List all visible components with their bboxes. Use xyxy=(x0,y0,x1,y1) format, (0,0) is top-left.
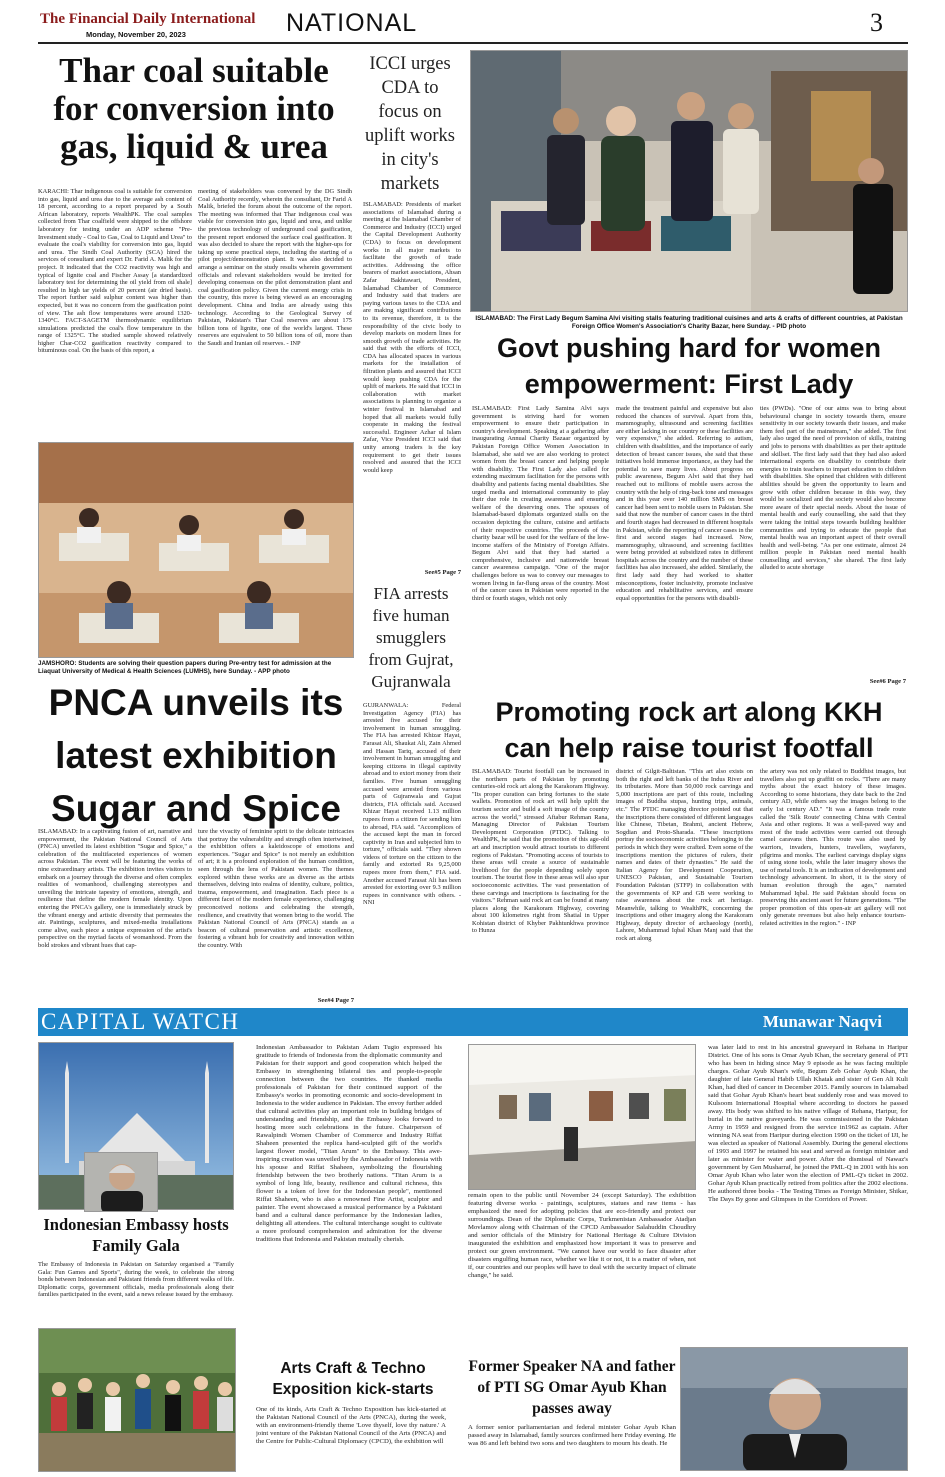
exhibition-hall-illustration xyxy=(469,1045,696,1190)
jamshoro-photo-illustration xyxy=(39,443,354,658)
pnca-col-1: ISLAMABAD: In a captivating fusion of art, narrative and empowerment, the Pakistan National Council of Arts (PNCA) unveiled its latest exhibition "Sugar and Spice," a celebration of the multifaceted experiences of women across Pakistan. The event will be featuring the works of nine extraordinary artists. The exhibition invites visitors to embark on a journey through the diverse and often complex realities of womanhood, challenging stereotypes and unveiling the intricate tapestry of emotions, strength, and resilience that define the modern female identity. Upon entering the PNCA's gallery, one is immediately struck by the vibrant energy and artistic diversity that permeates the air. Paintings, sculptures, and mixed-media installations come alive, each piece a unique expression of the artist's perspective on the myriad facets of womanhood. From the bold strokes and vibrant hues that cap- xyxy=(38,828,192,949)
headline-thar-coal: Thar coal suitable for conversion into gas, liquid & urea xyxy=(53,51,335,166)
pnca-continued: See#4 Page 7 xyxy=(317,997,354,1004)
photo-first-lady xyxy=(470,50,908,312)
masthead-rule xyxy=(38,42,908,44)
gohar-ayub-portrait-illustration xyxy=(681,1348,908,1471)
photo-gohar-ayub-khan xyxy=(680,1347,908,1471)
icci-continued: See#5 Page 7 xyxy=(424,569,461,576)
arts-body: One of its kinds, Arts Craft & Techno Exposition has kick-started at the Pakistan National Council of the Arts (PNCA), during the week, with an environment-friendly theme 'Love thyself, love thy nature.' A joint venture of the Pakistan National Council of the Arts (PNCA) and the Centre for Public-Cultural Diplomacy (CPCD), the exhibition will xyxy=(256,1406,446,1445)
ayub-col: was later laid to rest in his ancestral graveyard in Rehana in Haripur District. One of his sons is Omar Ayub Khan, the secretary general of PTI who has been in hiding since May 9 episode as he was facing multiple charges. Gohar Ayub Khan's wife, Begum Zeb Gohar Ayub Khan, the daughter of late General Habib Ullah Khatak and sister of Gen Ali Kuli Khan, had died of cancer in December 2015. Family sources in Islamabad said that Gohar Ayub Khan's heart beat suddenly rose and was moved to Kulsoom International Hospital where according to doctors he passed away. His body was shifted to his native village of Rehana, Haripur, for burial in the native graveyards. He was commissioned in the Pakistan Army in 1959 and resigned from the service in1962 as captain. After winning NA seat from Haripur during election 1990 on the ticket of IJI, he was elected as speaker of National Assembly. During the general elections of 1993 and 1997 he retained his seat and served as foreign minister and later as minister for water and power. After the dismissal of Nawaz's government by Gen Musharraf, he joined the PML-Q in 2001 with his son Omar Ayub Khan who later won the election of PML-Q's ticket in 2002. Gohar Ayub Khan practically retired from politics after the 2002 elections. He authored three books - The Testing Times as Foreign Minister, Shikar, The Days By gone and Glimpses in the Corridors of Power. xyxy=(708,1044,908,1203)
section-title: NATIONAL xyxy=(286,9,418,37)
columnist-name: Munawar Naqvi xyxy=(762,1012,882,1031)
photo-family-gala xyxy=(38,1328,236,1472)
portrait-illustration xyxy=(85,1153,158,1212)
headline-fia: FIA arrests five human smugglers from Gujrat, Gujranwala xyxy=(368,584,454,691)
headline-women-empowerment: Govt pushing hard for women empowerment: First Lady xyxy=(497,333,881,399)
ayub-body: A former senior parliamentarian and federal minister Gohar Ayub Khan passed away in Islamabad, family sources confirmed here Friday evening. He was 86 and left behind two sons and two daughters to mourn his death. He xyxy=(468,1424,676,1447)
headline-ayub-khan: Former Speaker NA and father of PTI SG Omar Ayub Khan passes away xyxy=(468,1358,676,1417)
women-col-3: ties (PWDs). "One of our aims was to bring about behavioural change in society towards them, ensure sensitivity in our society towards their issues, and make them feel part of the mainstream," she added. The first lady also urged the need of provision of skills, training and jobs to persons with disabilities as per their aptitude and skillset. The first lady said that they had also asked international experts on disability to contribute their energies to train teachers to impart education to children with disabilities. She opined that children with different abilities should be given the opportunity to learn and grow with other children because in this way, they would be socialized and the society would also become more aware of their special needs. About the issue of mental health and early counselling, she said that they were taking the initial steps towards building healthier communities and trying to educate the people that mental health was an important aspect of their overall health and well-being. "As per one estimate, almost 24 million people in Pakistan need mental health counselling and services," she shared. The first lady alluded to acute shortage xyxy=(760,405,906,572)
pnca-col-2: ture the vivacity of feminine spirit to the delicate intricacies that portray the vulnerability and strength often intertwined, the exhibition offers a kaleidoscope of emotions and experiences. "Sugar and Spice" is not merely an exhibition of art; it is a profound exploration of the human condition, seen through the lens of Pakistani women. The themes explored within these works are as diverse as the artists themselves, delving into realms of identity, culture, politics, trauma, empowerment, and imagination. Each piece is a different facet of the modern female experience, challenging preconceived notions and celebrating the strength, resilience, and creativity that women bring to the world. The Pakistan National Council of Arts (PNCA) stands as a beacon of cultural preservation and artistic excellence, fostering a vibrant hub for creativity and innovation within the country. With xyxy=(198,828,354,949)
arts-col-2: remain open to the public until November 24 (except Saturday). The exhibition featuring diverse works - paintings, sculptures, statues and raw items - has emphasized the need for adopting policies that are eco-friendly and protect our surroundings. Dean of the Diplomatic Corps, Turkmenistan Ambassador Atadjan Movlamov along with Chairman of the CPCD Ambassador Salahuddin Choudhry and senior officials of the Ministry for National Heritage & Culture Division inaugurated the exhibition and emphasized how important it was to preserve and protect our green environment. "We cannot have our world to face disaster after disasters engulfing human race, whether we like it or not, it is a matter of when, not if, our countries and our peoples will have to deal with the security impact of climate change," he said. xyxy=(468,1192,696,1279)
capital-watch-title: CAPITAL WATCH xyxy=(41,1009,240,1034)
headline-pnca: PNCA unveils its latest exhibition Sugar and Spice xyxy=(48,682,344,829)
thar-col-2: meeting of stakeholders was convened by the DG Sindh Coal Authority recently, wherein the consultant, Dr Farid A Malik, briefed the forum about the outcome of the report. The meeting was informed that Thar indigenous coal was viable for conversion into gas, liquid and urea, and unlike the previous technology of underground coal gasification, the present report endorsed the surface coal gasification. It was also decided to share the report with the higher-ups for taking up some practical steps, including the starting of a pilot project/demonstration plant. It was also decided to arrange a seminar on the study results wherein government officials and relevant stakeholders would be invited for developing consensus on the pilot demonstration plant and coal gasification policy. Given the current energy crisis in the country, this move is being viewed as an encouraging development. China and India are already using this technology. According to the Geological Survey of Pakistan, Pakistan's Thar Coal reserves are about 175 billion tons of lignite, one of the world's largest. These reserves are equivalent to 50 billion tons of oil, more than the Saudi and Iranian oil reserves. - INP xyxy=(198,188,352,347)
headline-indonesian-embassy: Indonesian Embassy hosts Family Gala xyxy=(43,1215,229,1255)
women-col-1: ISLAMABAD: First Lady Samina Alvi says government is striving hard for women empowerment to ensure their participation in country's development. Speaking at a gathering after inaugurating Annual Charity Bazaar organized by Pakistan Foreign Office Women Association in Islamabad, she said we are also working to protect women from the breast cancer and helping people with disability. The First Lady also called for extending maximum facilitation for the persons with disability and patients facing mental disabilities. She urged media and international community to play their due role in creating awareness and ensuring welfare of the deserving ones. The spouses of Islamabad-based diplomats organized stalls on the occasion depicting the culture, cuisine and artifacts of their respective countries. The proceeds of the charity bazar will be used for the welfare of the low-income staffers of the Ministry of Foreign Affairs. Begum Alvi said that they had started a comprehensive, inclusive and nationwide breast cancer awareness campaign. "One of the major challenges before us was to convey our messages to women living in far-flung areas of the country. Most of the cancer cases in Pakistan were reported in the third or fourth stages, which not only xyxy=(472,405,609,602)
masthead xyxy=(38,8,908,42)
indonesia-col-1: The Embassy of Indonesia in Pakistan on Saturday organised a "Family Gala: Fun Games and Sports", during the week, to celebrate the strong bonds between Indonesian and Pakistani friends from different walks of life. Diplomatic corps, government officials, media professionals along their families participated in the event, said a news release issued by the embassy. xyxy=(38,1261,234,1299)
caption-first-lady: ISLAMABAD: The First Lady Begum Samina Alvi visiting stalls featuring traditional cuisines and arts & crafts of different countries, at Pakistan Foreign Office Women's Association's Charity Bazar, here Sunday. - PID photo xyxy=(475,315,903,330)
photo-jamshoro xyxy=(38,442,354,658)
photo-columnist-portrait xyxy=(84,1152,158,1212)
women-continued: See#6 Page 7 xyxy=(869,678,906,685)
paper-name: The Financial Daily International xyxy=(40,11,256,27)
caption-jamshoro: JAMSHORO: Students are solving their question papers during Pre-entry test for admission at the Liaquat University of Medical & Health Sciences (LUMHS), here Sunday. - APP photo xyxy=(38,660,332,675)
family-gala-illustration xyxy=(39,1329,236,1472)
photo-exhibition-hall xyxy=(468,1044,696,1190)
issue-date: Monday, November 20, 2023 xyxy=(86,30,186,39)
headline-icci: ICCI urges CDA to focus on uplift works in city's markets xyxy=(365,54,455,194)
page-number: 3 xyxy=(870,8,883,37)
headline-rock-art: Promoting rock art along KKH can help raise tourist footfall xyxy=(495,697,883,763)
headline-arts-craft: Arts Craft & Techno Exposition kick-starts xyxy=(272,1360,434,1398)
indonesia-col-2: Indonesian Ambassador to Pakistan Adam Tugio expressed his gratitude to friends of Indonesia from the diplomatic community and Pakistan for their support and good cooperation which helped the Embassy in strengthening bilateral ties and people-to-people connection between the two countries. He thanked media professionals of Pakistan for their continued support of the Embassy's works in promoting economic and socio-development in Indonesia to the wider audience in Pakistan. The envoy further added that cultural activities play an important role in building bridges of understanding and friendship, and the Embassy looks forward to hosting more such celebrations in the future. Chairperson of Rawalpindi Women Chamber of Commerce and Industry Riffat Shaheen presented the replica hand-sculpted gift of the world's largest flower model, "Titan Arum" to the Embassy. This awe-inspiring creation was unveiled by the Ambassador of Indonesia with his spouse and Riffat Shaheen, symbolizing the flourishing friendship between the two brotherly nations. "Titan Arum is a symbol of long life, beauty, resilience and cultural richness, this flower is a token of love for the Indonesian people", mentioned Riffat Shaheen, who is also a renowned Fine Artist, sculptor and painter. The event showcased a musical performance by a Pakistani band and a cultural dance performance by the Indonesian ladies, delighting all attendees. The cultural interchange sought to cultivate a more profound comprehension and admiration for the diverse traditions that Indonesia and Pakistan mutually cherish. xyxy=(256,1044,442,1243)
thar-col-1: KARACHI: Thar indigenous coal is suitable for conversion into gas, liquid and urea due to the average ash content of 18 percent, according to a report prepared by a South African laboratory, reports WealthPK. The coal samples collected from Thar coalfield were shipped to the offshore laboratory for testing under an ADP scheme "Pre-Investment study - Coal to Gas, Coal to Liquid and Urea" to evaluate the coal's viability for conversion into gas, liquid and urea. The Sindh Coal Authority (SCA) hired the services of consultant and expert Dr. Farid A. Malik for the project. It indicated that the CO2 reactivity was high and typical of lignite coal and Fischer Assay [a standardized laboratory test for determining the oil yield from oil shale] resulted in high tar yields of 20 percent (air dried basis). The report further said sulphur content was higher than expected, but it was no concern from the gasification point of view. The ash flow temperatures were around 1320-1340°C. FACT-SAGETM thermodynamic equilibrium simulations predicted the coal's flow temperature in the range of 1325°C. The studied sample showed relatively higher Char-CO2 gasification reactivity compared to bituminous coal. On the basis of this report, a xyxy=(38,188,192,355)
fia-body: GUJRANWALA: Federal Investigation Agency (FIA) has arrested five accused for their involvement in human smuggling. The FIA has arrested Khizar Hayat, Farasat Ali, Shaukat Ali, Zain Ahmed and Hassan Tariq, accused of their involvement in human smuggling and keeping citizens in illegal captivity abroad and to extort money from their families. Five human smuggling accused were arrested from various parts of Gujranwala and Gujrat districts, FIA officials said. Accused Khizar Hayat received 1.13 million rupees from a citizen for sending him to abroad, FIA said. "Accomplices of the accused kept the man in forced captivity in Iran and subjected him to torture," officials said. "They shown videos of torture on the citizen to the family and extorted Rs 9,25,000 rupees more from them," FIA said. Another accused Farasat Ali has been arrested for extorting over 9.3 million rupees in connivance with others. - NNI xyxy=(363,702,461,907)
rockart-col-1: ISLAMABAD: Tourist footfall can be increased in the northern parts of Pakistan by promoting centuries-old rock art along the Karakoram Highway. "Its proper curation can bring fortunes to the state wallets. Promotion of rock art will help uplift the tourism sector and build a soft image of the country across the world," stressed Aftabur Rehman Rana, Managing Director of Pakistan Tourism Development Corporation (PTDC). Talking to WealthPK, he said that the promotion of this age-old art and inscription would attract tourists to different regions of Pakistan. "Promoting access of tourists to these areas will create a source of sustainable livelihood for the people depending solely upon tourism. The tourist flow in these areas will also spur socioeconomic activities. The vast presentation of these carvings and inscriptions is fascinating for the visitors." Rehman said rock art can be found at many places along the Karakoram Highway, covering about 100 kilometres right from Shatial in Upper Kohistan district of Khyber Pakhtunkhwa province to Hunza xyxy=(472,768,609,935)
capital-watch-bar xyxy=(38,1008,908,1036)
first-lady-photo-illustration xyxy=(471,51,908,312)
rockart-col-2: district of Gilgit-Baltistan. "This art also exists on both the right and left banks of the Indus River and its tributaries. More than 50,000 rock carvings and 5,000 inscriptions are part of this route, including images of Buddha stupas, hunting trips, animals, etc." The PTDC managing director pointed out that the inscriptions there consisted of different languages like Chinese, Tibetan, Brahmi, ancient Hebrew, Sogdian and Proto-Sharada. "These inscriptions portray the socioeconomic activities belonging to the periods in which they were crafted. Even some of the inscriptions mention the pictures of rulers, their names and dates of their dynasties." He said the Italian Agency for Development Cooperation, UNESCO Pakistan, and Sustainable Tourism Foundation Pakistan (STFP) in collaboration with the governments of KP and GB were working to raise awareness about the rock art heritage. Meanwhile, talking to WealthPK, concerning the inscriptions and other imagery along the Karakoram Highway, deputy director of archaeology (north), Lahore, Muhammad Iqbal Khan Manj said that the rock art along xyxy=(616,768,753,943)
women-col-2: made the treatment painful and expensive but also reduced the chances of survival. Apart from this, mammography, ultrasound and screening facilities are either lacking in our country or these facilities are very expensive," she added. Referring to autism, children with disabilities, and the importance of early detection of breast cancer issues, she said that these initiatives hold immense importance, as they had the potential to save many lives. About progress on public awareness, Begum Alvi said that they had reached out to millions of mobile users across the country with the help of ring-back tone and messages and in this year over 140 million SMS on breast cancer had been sent to mobile users in Pakistan. She said that now the number of cancer cases in the third and fourth stages had decreased in different hospitals in Pakistan, while the reporting of cancer cases in the first and second stages had increased. Now, mammography, ultrasound, and screening facilities were being provided at subsidized rates in different hospitals across the country and the number of these facilities has also increased, she added. Similarly, the first lady said they had worked to shatter misconceptions, foster inclusivity, promote inclusive education and rehabilitative services, and ensure equal opportunities for the persons with disabili- xyxy=(616,405,753,602)
icci-body: ISLAMABAD: Presidents of market associations of Islamabad during a meeting at the Islamabad Chamber of Commerce and Industry (ICCI) urged the Capital Development Authority (CDA) to focus on development works in all major markets to facilitate the growth of trade activities. Addressing the office bearers of market associations, Ahsan Zafar Bakhtawari, President, Islamabad Chamber of Commerce and Industry said that traders are paying various taxes to the CDA and are making significant contributions to its revenue, therefore, it is the responsibility of the civic body to develop markets on modern lines for smooth growth of trade activities. He said that with the efforts of ICCI, CDA has allocated spaces in various markets for the installation of filtration plants and assured that ICCI would keep pushing CDA for the uplift of markets. He said that ICCI in collaboration with market associations is planning to organize a winter festival in Islamabad and hoped that all markets would fully cooperate in making the festival successful. Engineer Azhar ul Islam Zafar, Vice President ICCI said that unity among traders is the key requirement to get their issues resolved and assured that the ICCI would keep xyxy=(363,201,461,474)
rockart-col-3: the artery was not only related to Buddhist images, but travellers also put up graffiti on rocks. "There are many myths about the exact history of these images. According to some historians, they date back to the 2nd century AD, while others say the images belong to the early 1st century AD." "It was a famous trade route called the 'Silk Route' connecting China with Central Asia and other regions. It was a well-paved way and most of the trade activities were carried out through camel caravans then. This route was also used by warriors, invaders, hunters, travellers, wayfarers, pilgrims and monks. The earliest carvings display signs of using stone tools, while the later imagery shows the use of metal tools. It is an indication of development and technology advancement. In short, it is the story of human evolution through the ages," narrated Muhammad Iqbal. He said Pakistan should focus on preserving this ancient asset for future generations. "The proper promotion of this open-air art gallery will not only generate revenues but also help enhance tourism-related activities in the region." - INP xyxy=(760,768,906,927)
